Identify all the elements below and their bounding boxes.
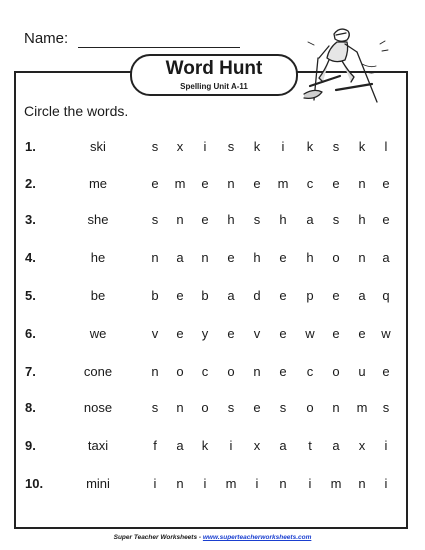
letter-cell[interactable]: e (227, 326, 235, 341)
letter-cell[interactable]: h (253, 250, 261, 265)
letter-cell[interactable]: s (151, 400, 159, 415)
letter-cell[interactable]: c (306, 364, 314, 379)
letter-cell[interactable]: s (253, 212, 261, 227)
letter-cell[interactable]: n (358, 176, 366, 191)
letter-cell[interactable]: e (358, 326, 366, 341)
letter-cell[interactable]: x (253, 438, 261, 453)
letter-cell[interactable]: e (151, 176, 159, 191)
letter-cell[interactable]: i (203, 139, 207, 154)
letter-cell[interactable]: n (358, 476, 366, 491)
row-number: 6. (25, 326, 36, 341)
letter-cell[interactable]: o (332, 250, 340, 265)
letter-cell[interactable]: w (381, 326, 391, 341)
letter-cell[interactable]: u (358, 364, 366, 379)
letter-cell[interactable]: k (306, 139, 314, 154)
row-number: 10. (25, 476, 44, 491)
word-row (0, 176, 425, 198)
target-word: nose (83, 400, 113, 415)
letter-cell[interactable]: a (176, 250, 184, 265)
letter-cell[interactable]: a (358, 288, 366, 303)
letter-cell[interactable]: c (201, 364, 209, 379)
letter-cell[interactable]: n (176, 476, 184, 491)
row-number: 2. (25, 176, 36, 191)
letter-cell[interactable]: m (356, 400, 368, 415)
letter-cell[interactable]: n (332, 400, 340, 415)
target-word: be (90, 288, 106, 303)
letter-cell[interactable]: e (279, 364, 287, 379)
letter-cell[interactable]: c (306, 176, 314, 191)
letter-cell[interactable]: p (306, 288, 314, 303)
footer (0, 534, 425, 541)
word-row (0, 139, 425, 161)
letter-cell[interactable]: w (305, 326, 315, 341)
letter-cell[interactable]: d (253, 288, 261, 303)
row-number: 1. (25, 139, 36, 154)
letter-cell[interactable]: n (227, 176, 235, 191)
target-word: ski (90, 139, 106, 154)
letter-cell[interactable]: s (151, 212, 159, 227)
row-number: 7. (25, 364, 36, 379)
row-number: 8. (25, 400, 36, 415)
letter-cell[interactable]: e (279, 288, 287, 303)
word-row (0, 212, 425, 234)
letter-cell[interactable]: n (151, 364, 159, 379)
letter-cell[interactable]: i (255, 476, 259, 491)
letter-cell[interactable]: i (203, 476, 207, 491)
letter-cell[interactable]: f (153, 438, 157, 453)
letter-cell[interactable]: x (176, 139, 184, 154)
letter-cell[interactable]: i (384, 476, 388, 491)
name-line (78, 47, 240, 48)
word-row (0, 250, 425, 272)
instructions: Circle the words. (24, 103, 129, 119)
footer-url[interactable]: www.superteacherworksheets.com (202, 534, 312, 541)
letter-cell[interactable]: e (279, 250, 287, 265)
letter-cell[interactable]: k (358, 139, 366, 154)
letter-cell[interactable]: s (227, 139, 235, 154)
letter-cell[interactable]: n (358, 250, 366, 265)
letter-cell[interactable]: a (279, 438, 287, 453)
letter-cell[interactable]: n (176, 212, 184, 227)
letter-cell[interactable]: a (382, 250, 390, 265)
target-word: mini (86, 476, 110, 491)
letter-cell[interactable]: v (253, 326, 261, 341)
letter-cell[interactable]: n (201, 250, 209, 265)
word-row (0, 326, 425, 348)
letter-cell[interactable]: m (225, 476, 237, 491)
letter-cell[interactable]: s (151, 139, 159, 154)
target-word: me (88, 176, 108, 191)
letter-cell[interactable]: i (281, 139, 285, 154)
word-row (0, 476, 425, 498)
letter-cell[interactable]: e (382, 212, 390, 227)
letter-cell[interactable]: e (382, 176, 390, 191)
letter-cell[interactable]: b (201, 288, 209, 303)
letter-cell[interactable]: e (176, 326, 184, 341)
letter-cell[interactable]: i (153, 476, 157, 491)
row-number: 3. (25, 212, 36, 227)
letter-cell[interactable]: m (174, 176, 186, 191)
letter-cell[interactable]: e (332, 326, 340, 341)
word-row (0, 364, 425, 386)
target-word: we (89, 326, 107, 341)
letter-cell[interactable]: e (279, 326, 287, 341)
title-banner (130, 54, 298, 96)
letter-cell[interactable]: h (306, 250, 314, 265)
letter-cell[interactable]: i (229, 438, 233, 453)
letter-cell[interactable]: h (358, 212, 366, 227)
letter-cell[interactable]: i (384, 438, 388, 453)
row-number: 5. (25, 288, 36, 303)
row-number: 4. (25, 250, 36, 265)
letter-cell[interactable]: s (332, 212, 340, 227)
letter-cell[interactable]: b (151, 288, 159, 303)
letter-cell[interactable]: s (279, 400, 287, 415)
name-label: Name: (24, 30, 69, 47)
target-word: taxi (87, 438, 109, 453)
letter-cell[interactable]: s (332, 139, 340, 154)
target-word: he (90, 250, 106, 265)
letter-cell[interactable]: e (201, 212, 209, 227)
letter-cell[interactable]: n (253, 364, 261, 379)
letter-cell[interactable]: o (227, 364, 235, 379)
letter-cell[interactable]: a (306, 212, 314, 227)
letter-cell[interactable]: n (279, 476, 287, 491)
letter-cell[interactable]: a (332, 438, 340, 453)
letter-cell[interactable]: x (358, 438, 366, 453)
letter-cell[interactable]: k (253, 139, 261, 154)
row-number: 9. (25, 438, 36, 453)
letter-cell[interactable]: o (332, 364, 340, 379)
target-word: cone (83, 364, 113, 379)
word-row (0, 400, 425, 422)
letter-cell[interactable]: m (277, 176, 289, 191)
word-row (0, 438, 425, 460)
letter-cell[interactable]: m (330, 476, 342, 491)
letter-cell[interactable]: h (279, 212, 287, 227)
footer-brand: Super Teacher Worksheets (113, 534, 198, 541)
letter-cell[interactable]: n (151, 250, 159, 265)
letter-cell[interactable]: e (253, 400, 261, 415)
letter-cell[interactable]: s (382, 400, 390, 415)
word-row (0, 288, 425, 310)
letter-cell[interactable]: e (176, 288, 184, 303)
letter-cell[interactable]: o (176, 364, 184, 379)
letter-cell[interactable]: e (332, 288, 340, 303)
skier-illustration (296, 20, 390, 112)
target-word: she (87, 212, 109, 227)
letter-cell[interactable]: t (308, 438, 312, 453)
letter-cell[interactable]: e (332, 176, 340, 191)
letter-cell[interactable]: a (176, 438, 184, 453)
letter-cell[interactable]: n (176, 400, 184, 415)
letter-cell[interactable]: a (227, 288, 235, 303)
letter-cell[interactable]: e (253, 176, 261, 191)
letter-cell[interactable]: s (227, 400, 235, 415)
letter-cell[interactable]: h (227, 212, 235, 227)
letter-cell[interactable]: e (201, 176, 209, 191)
worksheet-title: Word Hunt (165, 58, 263, 79)
letter-cell[interactable]: e (227, 250, 235, 265)
footer-separator: - (198, 534, 202, 541)
unit-label: Spelling Unit A-11 (180, 82, 248, 91)
letter-cell[interactable]: e (382, 364, 390, 379)
letter-cell[interactable]: q (382, 288, 390, 303)
letter-cell[interactable]: v (151, 326, 159, 341)
letter-cell[interactable]: o (201, 400, 209, 415)
letter-cell[interactable]: o (306, 400, 314, 415)
letter-cell[interactable]: l (384, 139, 388, 154)
letter-cell[interactable]: k (201, 438, 209, 453)
letter-cell[interactable]: i (308, 476, 312, 491)
letter-cell[interactable]: y (201, 326, 209, 341)
